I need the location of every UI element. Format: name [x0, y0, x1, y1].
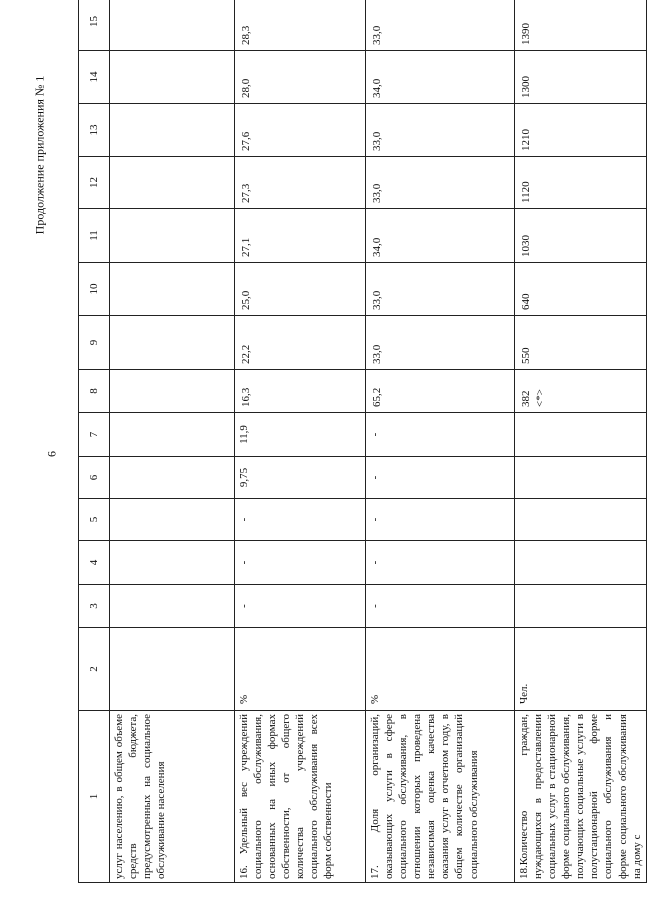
value-cell: 1210	[515, 104, 647, 157]
value-cell	[515, 499, 647, 541]
header-cell: 1	[79, 711, 110, 883]
header-cell: 3	[79, 585, 110, 628]
value-cell	[110, 104, 235, 157]
value-cell	[110, 157, 235, 209]
header-row	[79, 0, 110, 883]
unit-cell	[110, 628, 235, 711]
table-row	[366, 0, 515, 883]
value-cell	[110, 51, 235, 104]
unit-cell: Чел.	[515, 628, 647, 711]
table-row	[515, 0, 647, 883]
value-cell	[515, 585, 647, 628]
header-cell: 2	[79, 628, 110, 711]
value-cell: 33,0	[366, 104, 515, 157]
value-cell: 11,9	[235, 413, 366, 457]
value-cell: 9,75	[235, 457, 366, 499]
value-cell: 27,1	[235, 209, 366, 263]
value-cell: 1030	[515, 209, 647, 263]
value-cell	[110, 499, 235, 541]
value-cell: -	[366, 541, 515, 585]
header-cell: 13	[79, 104, 110, 157]
value-cell: 22,2	[235, 316, 366, 370]
value-cell	[515, 541, 647, 585]
header-cell: 10	[79, 263, 110, 316]
value-cell	[110, 541, 235, 585]
header-cell: 8	[79, 370, 110, 413]
value-cell: 34,0	[366, 51, 515, 104]
value-cell: 1390	[515, 0, 647, 51]
value-cell	[110, 263, 235, 316]
value-cell: 640	[515, 263, 647, 316]
value-cell	[515, 457, 647, 499]
value-cell: -	[366, 499, 515, 541]
header-cell: 4	[79, 541, 110, 585]
unit-cell: %	[235, 628, 366, 711]
value-cell: 25,0	[235, 263, 366, 316]
value-cell	[110, 209, 235, 263]
header-cell: 9	[79, 316, 110, 370]
value-cell: 16,3	[235, 370, 366, 413]
appendix-label: Продолжение приложения № 1	[32, 75, 47, 235]
header-cell: 5	[79, 499, 110, 541]
value-cell: 33,0	[366, 0, 515, 51]
header-cell: 6	[79, 457, 110, 499]
value-cell: -	[235, 585, 366, 628]
value-cell	[110, 585, 235, 628]
value-cell: -	[366, 457, 515, 499]
indicator-name: 16. Удельный вес учреждений социального обслуживания, основанных на иных формах собственности, от общего количества учреждений социального обслуживания всех форм собственности	[235, 711, 366, 883]
value-cell: -	[366, 413, 515, 457]
value-cell	[110, 316, 235, 370]
unit-cell: %	[366, 628, 515, 711]
indicator-name: 17. Доля организаций, оказывающих услуги в сфере социального обслуживания, в отношении которых проведена независимая оценка качества оказания услуг в отчетном году, в общем количестве организаций социального обслуживания	[366, 711, 515, 883]
value-cell	[110, 457, 235, 499]
indicators-table-wrapper	[78, 16, 643, 883]
indicator-name: 18.Количество граждан, нуждающихся в предоставлении социальных услуг в стационарной форме социального обслуживания, получающих социальные услуги в полустационарной форме социального обслуживания и форме социального обслуживания на дому с	[515, 711, 647, 883]
page-number: 6	[44, 451, 59, 457]
header-cell: 7	[79, 413, 110, 457]
value-cell	[110, 370, 235, 413]
value-cell: -	[366, 585, 515, 628]
indicators-table	[78, 0, 647, 883]
indicator-name: услуг населению, в общем объеме средств бюджета, предусмотренных на социальное обслуживание населения	[110, 711, 235, 883]
table-row	[235, 0, 366, 883]
value-cell	[515, 413, 647, 457]
value-cell: 33,0	[366, 316, 515, 370]
value-cell	[110, 413, 235, 457]
header-cell: 15	[79, 0, 110, 51]
value-cell: 33,0	[366, 263, 515, 316]
value-cell: 382 <*>	[515, 370, 647, 413]
value-cell: 28,3	[235, 0, 366, 51]
value-cell: 65,2	[366, 370, 515, 413]
table-row	[110, 0, 235, 883]
value-cell: -	[235, 541, 366, 585]
value-cell: 1300	[515, 51, 647, 104]
value-cell: 27,3	[235, 157, 366, 209]
value-cell: 550	[515, 316, 647, 370]
value-cell: 33,0	[366, 157, 515, 209]
value-cell: 28,0	[235, 51, 366, 104]
value-cell	[110, 0, 235, 51]
value-cell: 1120	[515, 157, 647, 209]
header-cell: 12	[79, 157, 110, 209]
header-cell: 14	[79, 51, 110, 104]
value-cell: 27,6	[235, 104, 366, 157]
header-cell: 11	[79, 209, 110, 263]
value-cell: -	[235, 499, 366, 541]
value-cell: 34,0	[366, 209, 515, 263]
